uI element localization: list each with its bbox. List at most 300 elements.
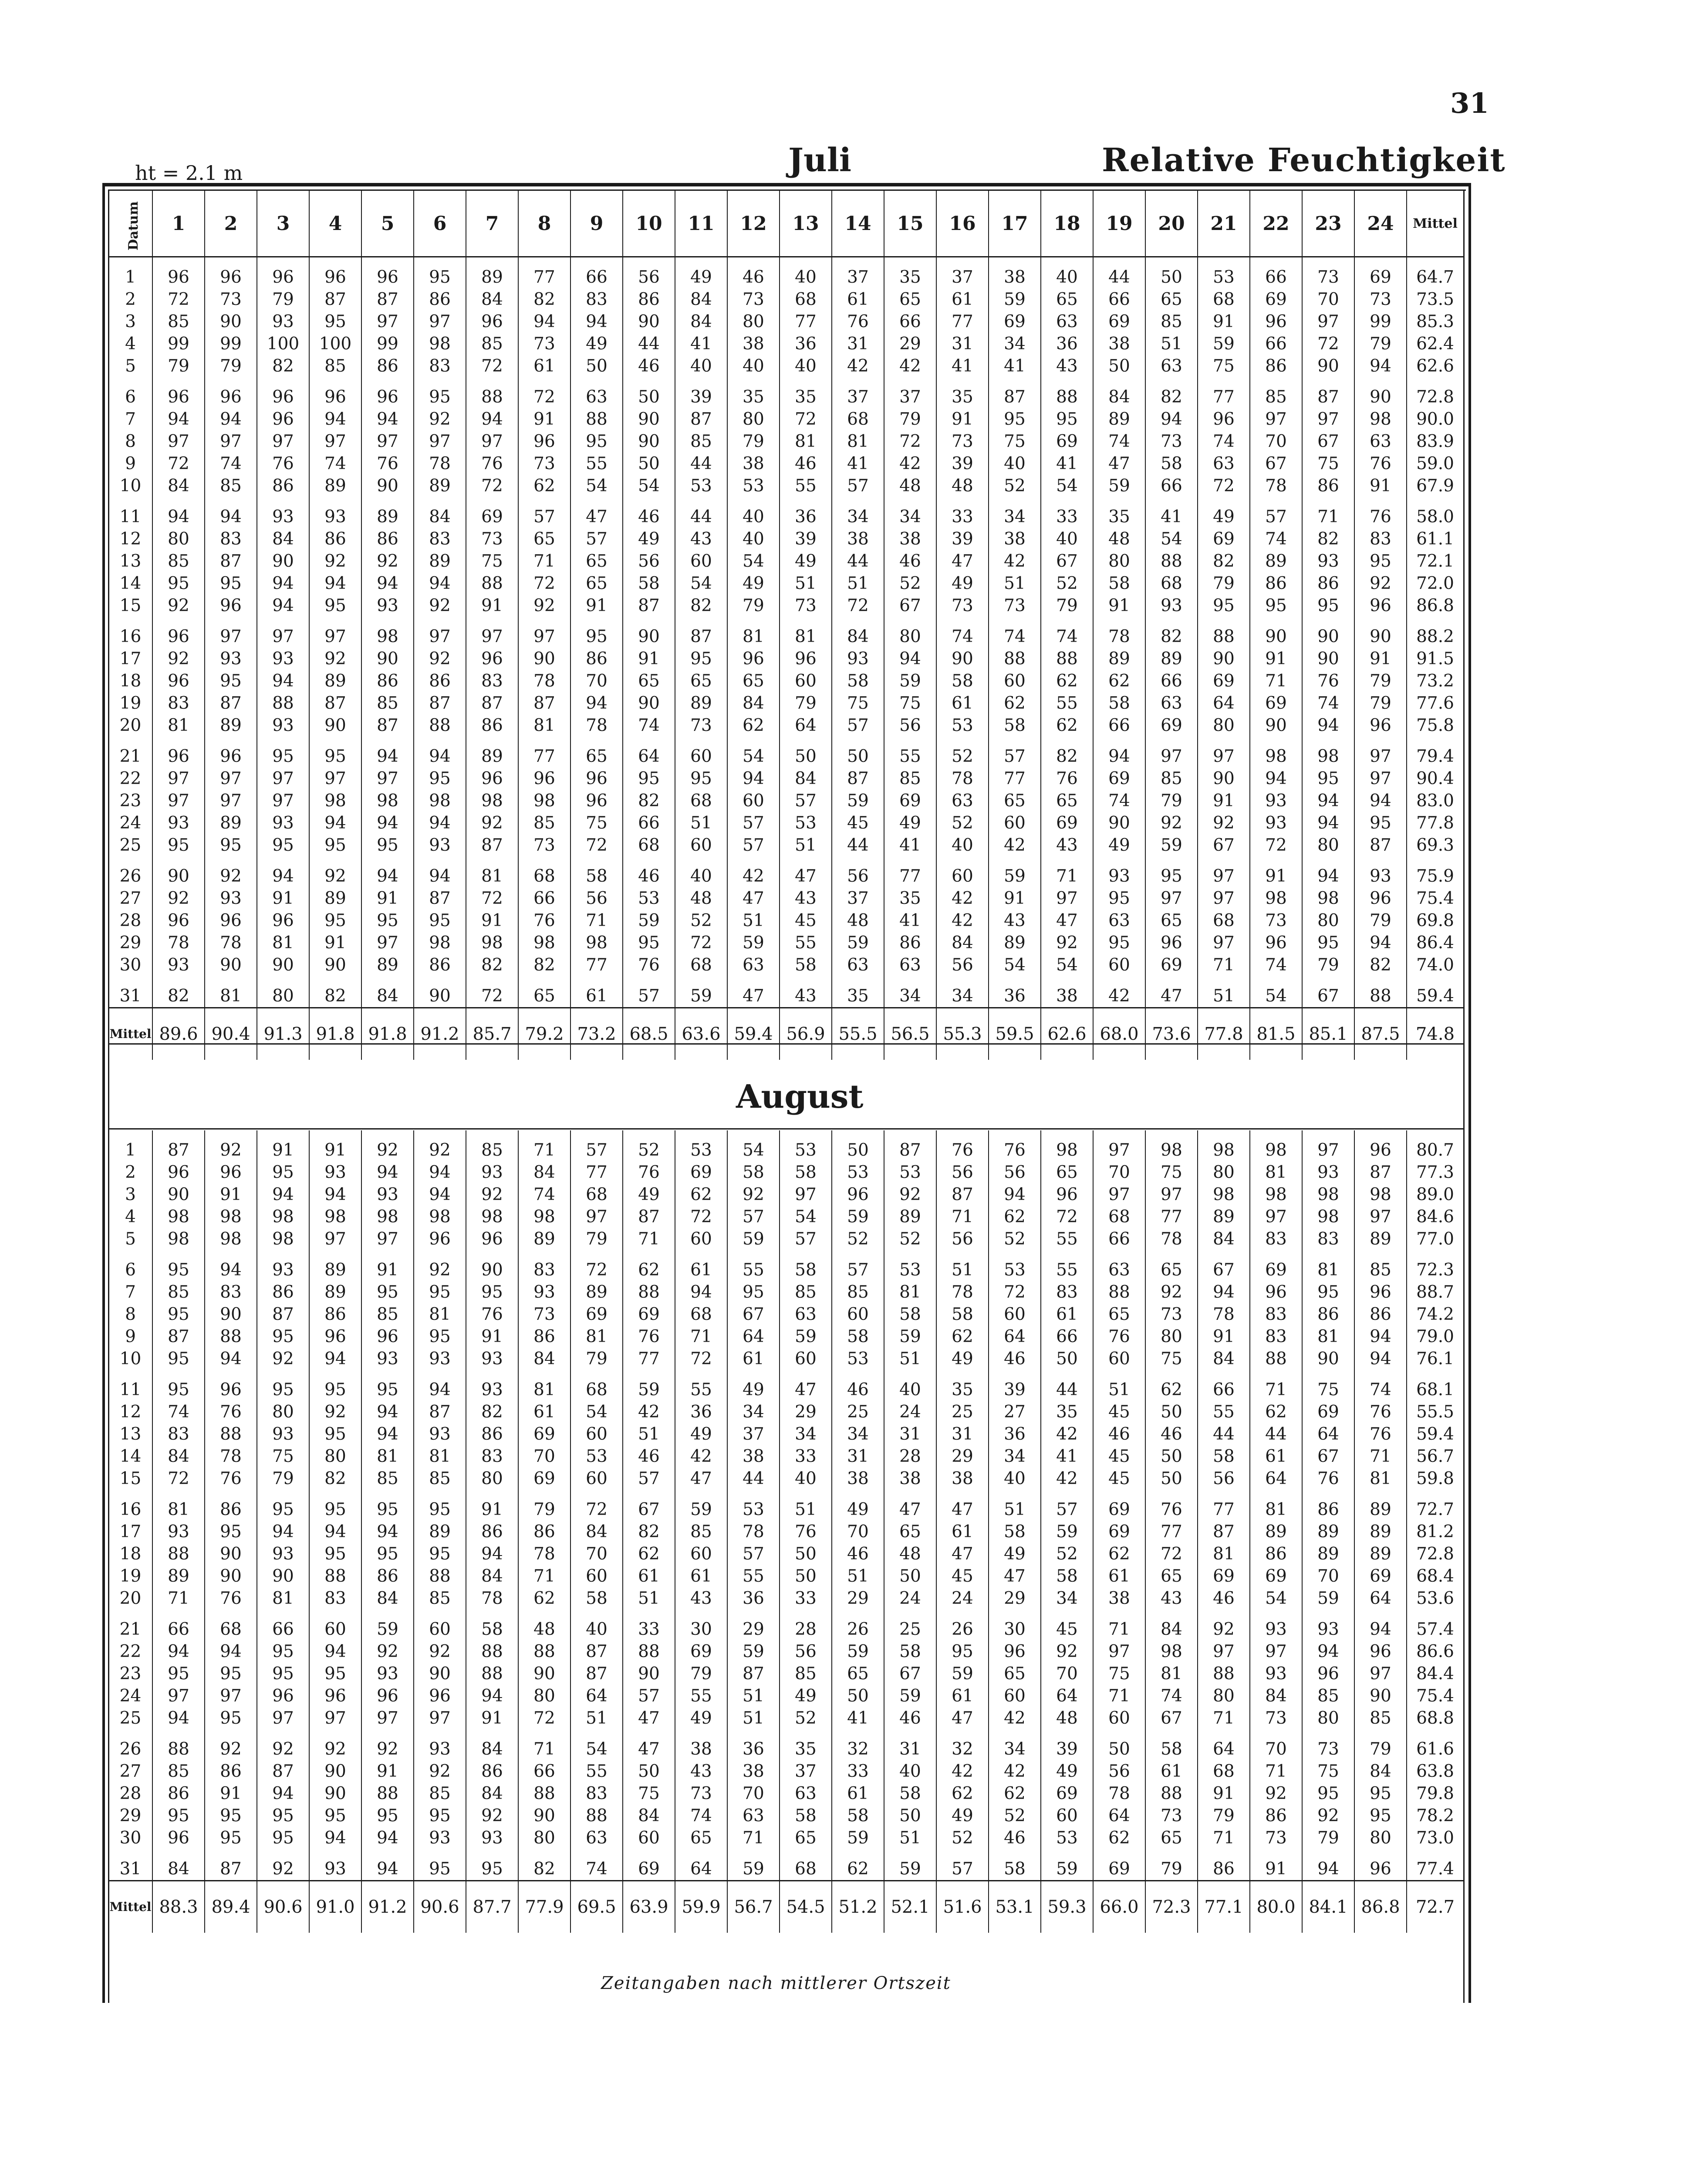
humidity-cell: 73	[1250, 1707, 1302, 1729]
humidity-cell: 98	[1250, 1130, 1302, 1161]
humidity-cell: 87	[1198, 1521, 1250, 1543]
humidity-cell: 79	[570, 1348, 623, 1370]
table-row	[109, 1849, 1463, 1881]
table-row	[109, 1281, 1463, 1303]
humidity-cell: 93	[309, 497, 361, 528]
table-row	[109, 1161, 1463, 1184]
humidity-cell: 62	[1041, 670, 1093, 692]
hourly-mean-cell: 88.3	[152, 1881, 205, 1933]
humidity-cell: 93	[1250, 1663, 1302, 1685]
day-cell: 30	[119, 955, 142, 975]
table-row	[109, 257, 1463, 289]
humidity-cell: 68	[205, 1610, 257, 1640]
humidity-cell: 95	[675, 768, 727, 790]
humidity-cell: 81	[152, 714, 205, 737]
humidity-cell: 92	[1250, 1782, 1302, 1805]
humidity-cell: 84	[780, 768, 832, 790]
humidity-cell: 53	[675, 1130, 727, 1161]
humidity-cell: 95	[257, 1640, 309, 1663]
hourly-mean-cell: 59.4	[727, 1008, 780, 1060]
humidity-cell: 75	[1302, 1370, 1354, 1401]
humidity-cell: 42	[1093, 976, 1145, 1008]
humidity-cell: 83	[205, 528, 257, 550]
daily-mean-cell: 81.2	[1407, 1521, 1463, 1543]
humidity-cell: 71	[1198, 1827, 1250, 1849]
humidity-cell: 63	[780, 1303, 832, 1326]
humidity-cell: 62	[832, 1849, 884, 1881]
humidity-cell: 87	[675, 408, 727, 430]
humidity-cell: 98	[414, 1206, 466, 1228]
humidity-cell: 90	[152, 856, 205, 887]
humidity-cell: 79	[675, 1663, 727, 1685]
humidity-cell: 58	[936, 1303, 989, 1326]
day-cell: 3	[125, 312, 136, 331]
table-row	[109, 1610, 1463, 1640]
humidity-cell: 54	[989, 954, 1041, 976]
humidity-cell: 37	[832, 257, 884, 289]
humidity-cell: 90	[518, 1805, 570, 1827]
humidity-cell: 92	[152, 595, 205, 617]
humidity-cell: 58	[570, 856, 623, 887]
humidity-cell: 98	[1302, 1206, 1354, 1228]
humidity-cell: 51	[884, 1827, 936, 1849]
humidity-cell: 90	[1250, 714, 1302, 737]
humidity-cell: 95	[309, 1423, 361, 1445]
humidity-cell: 84	[675, 311, 727, 333]
humidity-cell: 66	[152, 1610, 205, 1640]
daily-mean-cell: 62.4	[1407, 333, 1463, 355]
humidity-cell: 49	[623, 1184, 675, 1206]
humidity-cell: 93	[361, 1184, 414, 1206]
humidity-cell: 97	[1198, 932, 1250, 954]
humidity-cell: 38	[1041, 976, 1093, 1008]
humidity-cell: 56	[832, 856, 884, 887]
humidity-cell: 57	[727, 1543, 780, 1565]
humidity-cell: 90	[205, 1543, 257, 1565]
table-row	[109, 1805, 1463, 1827]
daily-mean-cell: 89.0	[1407, 1184, 1463, 1206]
day-cell: 7	[125, 409, 136, 429]
humidity-cell: 72	[570, 1490, 623, 1521]
day-cell: 20	[119, 716, 142, 735]
humidity-cell: 96	[1354, 1640, 1407, 1663]
humidity-cell: 98	[309, 1206, 361, 1228]
humidity-cell: 52	[936, 737, 989, 768]
humidity-cell: 48	[1041, 1707, 1093, 1729]
humidity-cell: 87	[414, 1401, 466, 1423]
humidity-cell: 51	[570, 1707, 623, 1729]
humidity-cell: 87	[1302, 377, 1354, 408]
humidity-cell: 44	[1093, 257, 1145, 289]
humidity-cell: 95	[1302, 1281, 1354, 1303]
humidity-cell: 66	[1093, 1228, 1145, 1250]
humidity-cell: 95	[309, 1805, 361, 1827]
humidity-cell: 50	[1093, 355, 1145, 377]
humidity-cell: 68	[570, 1184, 623, 1206]
mean-row-label: Mittel	[109, 1881, 152, 1933]
humidity-cell: 83	[205, 1281, 257, 1303]
humidity-cell: 72	[780, 408, 832, 430]
humidity-cell: 73	[989, 595, 1041, 617]
humidity-cell: 69	[1145, 714, 1198, 737]
humidity-cell: 56	[780, 1640, 832, 1663]
humidity-cell: 97	[1354, 768, 1407, 790]
humidity-cell: 77	[570, 954, 623, 976]
humidity-cell: 86	[1198, 1849, 1250, 1881]
day-cell: 27	[119, 1762, 142, 1781]
humidity-cell: 50	[884, 1805, 936, 1827]
humidity-cell: 50	[623, 377, 675, 408]
table-row	[109, 1468, 1463, 1490]
humidity-cell: 88	[466, 1663, 518, 1685]
humidity-cell: 78	[518, 670, 570, 692]
humidity-cell: 73	[518, 834, 570, 856]
humidity-cell: 80	[1302, 834, 1354, 856]
humidity-cell: 98	[414, 790, 466, 812]
humidity-cell: 97	[1302, 1130, 1354, 1161]
humidity-cell: 35	[936, 1370, 989, 1401]
humidity-cell: 97	[518, 617, 570, 648]
humidity-cell: 85	[414, 1782, 466, 1805]
humidity-cell: 79	[1145, 790, 1198, 812]
humidity-cell: 74	[570, 1849, 623, 1881]
hour-header: 19	[1093, 191, 1145, 257]
humidity-cell: 32	[832, 1729, 884, 1760]
humidity-cell: 65	[1145, 288, 1198, 311]
humidity-cell: 95	[152, 1250, 205, 1281]
humidity-cell: 48	[1093, 528, 1145, 550]
humidity-cell: 68	[623, 834, 675, 856]
humidity-cell: 40	[727, 355, 780, 377]
humidity-cell: 47	[1093, 453, 1145, 475]
humidity-cell: 64	[1198, 1729, 1250, 1760]
humidity-cell: 51	[780, 1490, 832, 1521]
table-row	[109, 1130, 1463, 1161]
humidity-cell: 91	[466, 1326, 518, 1348]
humidity-cell: 90	[205, 1565, 257, 1587]
humidity-cell: 95	[205, 1707, 257, 1729]
humidity-cell: 94	[257, 856, 309, 887]
humidity-cell: 46	[623, 1445, 675, 1468]
humidity-cell: 60	[1093, 1707, 1145, 1729]
humidity-cell: 96	[361, 1685, 414, 1707]
humidity-cell: 96	[1145, 932, 1198, 954]
humidity-cell: 75	[257, 1445, 309, 1468]
humidity-cell: 59	[675, 976, 727, 1008]
humidity-cell: 93	[361, 595, 414, 617]
humidity-cell: 71	[518, 1130, 570, 1161]
hour-header: 15	[884, 191, 936, 257]
humidity-cell: 93	[361, 1348, 414, 1370]
table-row	[109, 670, 1463, 692]
humidity-cell: 50	[832, 737, 884, 768]
humidity-cell: 43	[1145, 1587, 1198, 1610]
humidity-cell: 94	[1302, 812, 1354, 834]
humidity-cell: 83	[518, 1250, 570, 1281]
humidity-cell: 35	[832, 976, 884, 1008]
humidity-cell: 98	[1198, 1184, 1250, 1206]
humidity-cell: 57	[623, 1468, 675, 1490]
humidity-cell: 66	[1250, 333, 1302, 355]
humidity-cell: 50	[884, 1565, 936, 1587]
humidity-cell: 65	[1041, 1161, 1093, 1184]
mean-row-label: Mittel	[109, 1008, 152, 1060]
humidity-cell: 65	[518, 528, 570, 550]
humidity-cell: 65	[1041, 288, 1093, 311]
humidity-cell: 85	[832, 1281, 884, 1303]
humidity-cell: 53	[623, 887, 675, 910]
humidity-cell: 93	[466, 1827, 518, 1849]
humidity-cell: 88	[1145, 550, 1198, 572]
humidity-cell: 48	[884, 1543, 936, 1565]
humidity-cell: 42	[989, 1707, 1041, 1729]
humidity-cell: 86	[1302, 475, 1354, 497]
humidity-cell: 98	[1250, 887, 1302, 910]
daily-mean-cell: 72.7	[1407, 1490, 1463, 1521]
humidity-cell: 92	[466, 1805, 518, 1827]
humidity-cell: 92	[414, 1640, 466, 1663]
humidity-cell: 52	[884, 572, 936, 595]
humidity-cell: 53	[832, 1348, 884, 1370]
humidity-cell: 96	[152, 737, 205, 768]
humidity-cell: 26	[832, 1610, 884, 1640]
humidity-cell: 93	[309, 1161, 361, 1184]
humidity-cell: 84	[152, 475, 205, 497]
humidity-cell: 97	[1145, 887, 1198, 910]
humidity-cell: 75	[1145, 1161, 1198, 1184]
humidity-cell: 82	[1041, 737, 1093, 768]
humidity-cell: 97	[1198, 1640, 1250, 1663]
humidity-cell: 94	[1302, 1640, 1354, 1663]
humidity-cell: 92	[1145, 1281, 1198, 1303]
humidity-cell: 93	[1302, 1161, 1354, 1184]
humidity-cell: 65	[989, 1663, 1041, 1685]
table-row	[109, 1326, 1463, 1348]
humidity-cell: 95	[257, 1827, 309, 1849]
humidity-cell: 97	[1250, 1206, 1302, 1228]
humidity-cell: 95	[205, 1663, 257, 1685]
humidity-cell: 72	[1302, 333, 1354, 355]
humidity-cell: 72	[1198, 475, 1250, 497]
humidity-cell: 96	[832, 1184, 884, 1206]
humidity-cell: 95	[727, 1281, 780, 1303]
humidity-cell: 84	[361, 1587, 414, 1610]
humidity-cell: 63	[780, 1782, 832, 1805]
humidity-cell: 69	[1250, 288, 1302, 311]
humidity-cell: 68	[1198, 910, 1250, 932]
humidity-cell: 33	[936, 497, 989, 528]
humidity-cell: 94	[1250, 768, 1302, 790]
humidity-cell: 95	[205, 670, 257, 692]
humidity-cell: 96	[205, 1161, 257, 1184]
humidity-cell: 86	[257, 475, 309, 497]
humidity-cell: 61	[936, 1685, 989, 1707]
humidity-cell: 97	[466, 617, 518, 648]
daily-mean-cell: 63.8	[1407, 1760, 1463, 1782]
humidity-cell: 97	[152, 790, 205, 812]
humidity-cell: 95	[257, 1370, 309, 1401]
humidity-cell: 85	[518, 812, 570, 834]
humidity-cell: 78	[205, 932, 257, 954]
humidity-cell: 88	[518, 1640, 570, 1663]
humidity-cell: 60	[727, 790, 780, 812]
daily-mean-cell: 68.1	[1407, 1370, 1463, 1401]
humidity-cell: 90	[623, 311, 675, 333]
humidity-cell: 95	[466, 1849, 518, 1881]
humidity-cell: 43	[1041, 834, 1093, 856]
humidity-cell: 29	[832, 1587, 884, 1610]
humidity-cell: 52	[936, 1827, 989, 1849]
humidity-cell: 31	[884, 1729, 936, 1760]
humidity-cell: 96	[518, 768, 570, 790]
humidity-cell: 81	[1354, 1468, 1407, 1490]
humidity-cell: 93	[257, 714, 309, 737]
humidity-cell: 92	[1041, 1640, 1093, 1663]
day-cell: 24	[119, 813, 142, 833]
humidity-cell: 37	[780, 1760, 832, 1782]
humidity-cell: 59	[989, 288, 1041, 311]
humidity-cell: 72	[518, 1707, 570, 1729]
humidity-cell: 34	[936, 976, 989, 1008]
humidity-cell: 93	[205, 648, 257, 670]
humidity-cell: 79	[780, 692, 832, 714]
humidity-cell: 69	[1041, 1782, 1093, 1805]
humidity-cell: 90	[361, 648, 414, 670]
humidity-cell: 59	[1041, 1521, 1093, 1543]
humidity-cell: 54	[1145, 528, 1198, 550]
day-cell: 12	[119, 529, 142, 549]
hourly-mean-cell: 72.3	[1145, 1881, 1198, 1933]
hourly-mean-cell: 68.5	[623, 1008, 675, 1060]
humidity-cell: 69	[1302, 1401, 1354, 1423]
humidity-cell: 95	[361, 1543, 414, 1565]
humidity-cell: 61	[623, 1565, 675, 1587]
humidity-cell: 75	[1302, 1760, 1354, 1782]
height-note: ht = 2.1 m	[135, 161, 243, 185]
daily-mean-cell: 72.1	[1407, 550, 1463, 572]
humidity-cell: 62	[518, 1587, 570, 1610]
humidity-cell: 94	[466, 408, 518, 430]
humidity-cell: 39	[1041, 1729, 1093, 1760]
humidity-cell: 80	[1198, 714, 1250, 737]
humidity-cell: 68	[1198, 1760, 1250, 1782]
humidity-cell: 37	[727, 1423, 780, 1445]
humidity-cell: 62	[989, 1782, 1041, 1805]
humidity-cell: 53	[675, 475, 727, 497]
humidity-cell: 54	[675, 572, 727, 595]
day-cell: 4	[125, 334, 136, 354]
header-row	[109, 191, 1463, 257]
humidity-cell: 87	[466, 692, 518, 714]
humidity-cell: 80	[1198, 1161, 1250, 1184]
humidity-cell: 72	[518, 377, 570, 408]
humidity-cell: 97	[257, 790, 309, 812]
humidity-cell: 62	[623, 1250, 675, 1281]
humidity-cell: 69	[1198, 528, 1250, 550]
humidity-cell: 96	[309, 377, 361, 408]
humidity-cell: 52	[989, 1228, 1041, 1250]
humidity-cell: 41	[832, 453, 884, 475]
humidity-cell: 91	[1250, 856, 1302, 887]
humidity-cell: 40	[675, 856, 727, 887]
humidity-cell: 86	[309, 1303, 361, 1326]
humidity-cell: 40	[727, 497, 780, 528]
humidity-cell: 92	[257, 1849, 309, 1881]
humidity-cell: 93	[1302, 550, 1354, 572]
humidity-cell: 70	[570, 670, 623, 692]
humidity-cell: 90	[1302, 648, 1354, 670]
humidity-cell: 91	[1250, 648, 1302, 670]
humidity-cell: 96	[309, 1326, 361, 1348]
humidity-cell: 67	[1302, 976, 1354, 1008]
humidity-cell: 58	[1198, 1445, 1250, 1468]
humidity-cell: 91	[1198, 790, 1250, 812]
humidity-cell: 81	[570, 1326, 623, 1348]
humidity-cell: 93	[1250, 1610, 1302, 1640]
table-row	[109, 1348, 1463, 1370]
hourly-mean-cell: 51.6	[936, 1881, 989, 1933]
frame-top-rule	[102, 183, 1471, 186]
humidity-cell: 83	[152, 1423, 205, 1445]
humidity-cell: 94	[570, 311, 623, 333]
humidity-cell: 57	[936, 1849, 989, 1881]
humidity-cell: 58	[1145, 1729, 1198, 1760]
humidity-cell: 58	[884, 1640, 936, 1663]
humidity-cell: 92	[727, 1184, 780, 1206]
hour-header: 1	[152, 191, 205, 257]
humidity-cell: 73	[1250, 1827, 1302, 1849]
humidity-cell: 69	[675, 1161, 727, 1184]
humidity-cell: 70	[1041, 1663, 1093, 1685]
humidity-cell: 39	[989, 1370, 1041, 1401]
humidity-cell: 79	[1354, 333, 1407, 355]
humidity-cell: 64	[1198, 692, 1250, 714]
humidity-cell: 34	[989, 497, 1041, 528]
humidity-cell: 63	[1093, 1250, 1145, 1281]
humidity-cell: 89	[1354, 1543, 1407, 1565]
hour-header: 20	[1145, 191, 1198, 257]
humidity-cell: 60	[570, 1565, 623, 1587]
humidity-cell: 89	[414, 550, 466, 572]
humidity-cell: 83	[309, 1587, 361, 1610]
humidity-cell: 86	[1250, 572, 1302, 595]
humidity-cell: 36	[780, 333, 832, 355]
humidity-cell: 98	[570, 932, 623, 954]
humidity-cell: 65	[570, 572, 623, 595]
humidity-cell: 85	[309, 355, 361, 377]
humidity-cell: 28	[780, 1610, 832, 1640]
humidity-cell: 76	[1354, 497, 1407, 528]
humidity-cell: 73	[1250, 910, 1302, 932]
humidity-cell: 92	[518, 595, 570, 617]
humidity-cell: 86	[414, 954, 466, 976]
humidity-cell: 60	[989, 1303, 1041, 1326]
humidity-cell: 41	[884, 834, 936, 856]
hourly-mean-cell: 73.2	[570, 1008, 623, 1060]
humidity-cell: 57	[570, 528, 623, 550]
humidity-cell: 86	[309, 528, 361, 550]
humidity-cell: 85	[414, 1468, 466, 1490]
table-row	[109, 333, 1463, 355]
daily-mean-cell: 68.8	[1407, 1707, 1463, 1729]
humidity-cell: 94	[361, 572, 414, 595]
table-row	[109, 834, 1463, 856]
humidity-cell: 96	[1250, 1281, 1302, 1303]
humidity-cell: 65	[675, 1827, 727, 1849]
day-cell: 29	[119, 1806, 142, 1826]
humidity-cell: 98	[205, 1228, 257, 1250]
humidity-cell: 86	[414, 670, 466, 692]
